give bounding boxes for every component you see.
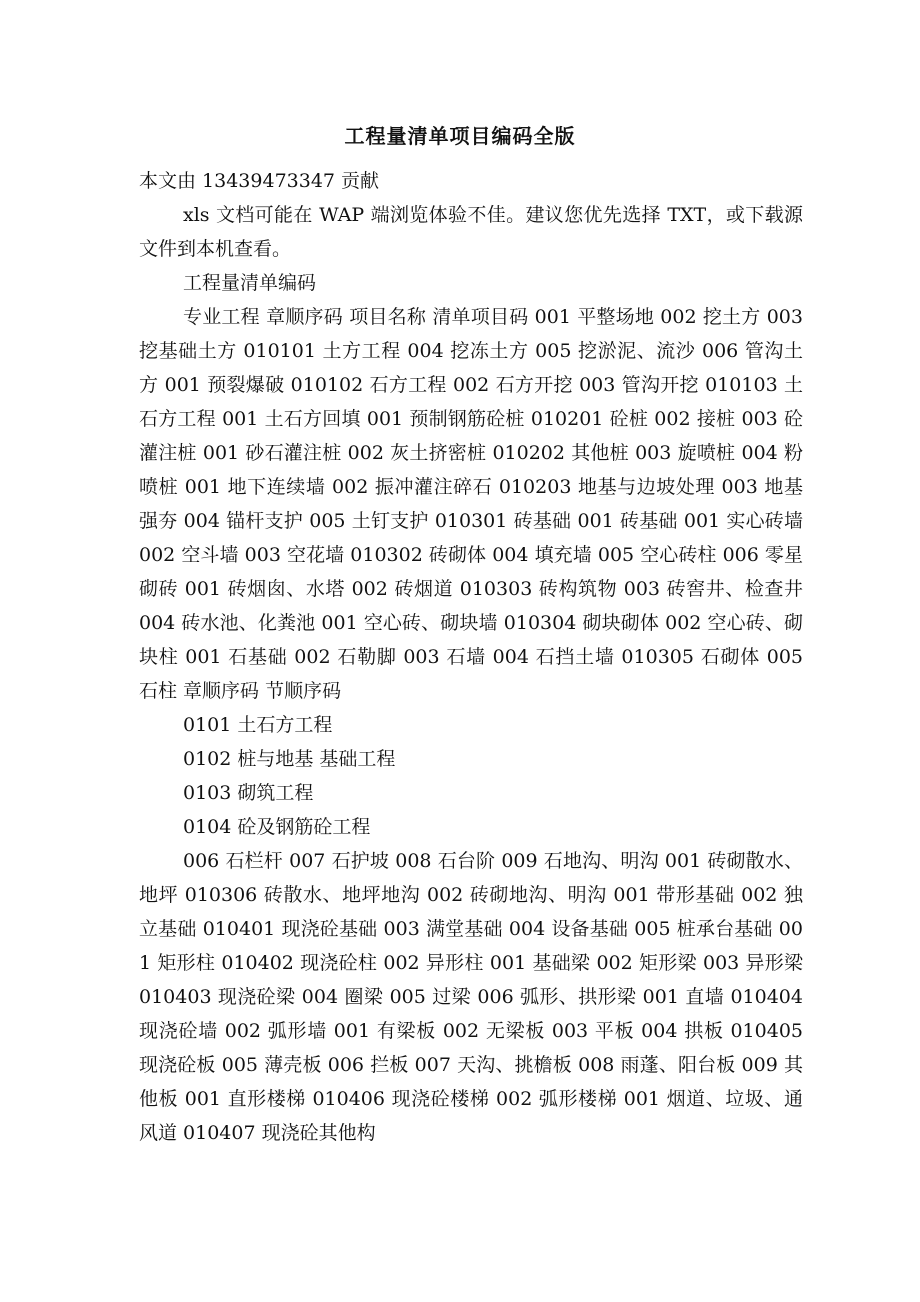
document-body [139, 164, 803, 1150]
document-title: 工程量清单项目编码全版 [344, 124, 576, 148]
contributor-line: 本文由 13439473347 贡献 [139, 170, 380, 192]
section-heading: 工程量清单编码 [183, 272, 317, 294]
format-notice: xls 文档可能在 WAP 端浏览体验不佳。建议您优先选择 TXT，或下载源文件到本机查看。 [139, 204, 803, 260]
chapter-item: 0102 桩与地基 基础工程 [183, 748, 396, 770]
code-list-paragraph: 专业工程 章顺序码 项目名称 清单项目码 001 平整场地 002 挖土方 003 挖基础土方 010101 土方工程 004 挖冻土方 005 挖淤泥、流沙 006 管沟土方 001 预裂爆破 010102 石方工程 002 石方开挖 003 管沟开挖 010103 土石方工程 001 土石方回填 001 预制钢筋砼桩 010201 砼桩 002 接桩 003 砼灌注桩 001 砂石灌注桩 002 灰土挤密桩 010202 其他桩 003 旋喷桩 004 粉喷桩 001 地下连续墙 002 振冲灌注碎石 010203 地基与边坡处理 003 地基强夯 004 锚杆支护 005 土钉支护 010301 砖基础 001 砖基础 001 实心砖墙 002 空斗墙 003 空花墙 010302 砖砌体 004 填充墙 005 空心砖柱 006 零星砌砖 001 砖烟囱、水塔 002 砖烟道 010303 砖构筑物 003 砖窖井、检查井 004 砖水池、化粪池 001 空心砖、砌块墙 010304 砌块砌体 002 空心砖、砌块柱 001 石基础 002 石勒脚 003 石墙 004 石挡土墙 010305 石砌体 005 石柱 章顺序码 节顺序码 [139, 306, 803, 702]
code-list-paragraph: 006 石栏杆 007 石护坡 008 石台阶 009 石地沟、明沟 001 砖砌散水、地坪 010306 砖散水、地坪地沟 002 砖砌地沟、明沟 001 带形基础 002 独立基础 010401 现浇砼基础 003 满堂基础 004 设备基础 005 桩承台基础 001 矩形柱 010402 现浇砼柱 002 异形柱 001 基础梁 002 矩形梁 003 异形梁 010403 现浇砼梁 004 圈梁 005 过梁 006 弧形、拱形梁 001 直墙 010404 现浇砼墙 002 弧形墙 001 有梁板 002 无梁板 003 平板 004 拱板 010405 现浇砼板 005 薄壳板 006 拦板 007 天沟、挑檐板 008 雨蓬、阳台板 009 其他板 001 直形楼梯 010406 现浇砼楼梯 002 弧形楼梯 001 烟道、垃圾、通风道 010407 现浇砼其他构 [139, 850, 803, 1144]
chapter-item: 0103 砌筑工程 [183, 782, 314, 804]
chapter-item: 0104 砼及钢筋砼工程 [183, 816, 371, 838]
chapter-item: 0101 土石方工程 [183, 714, 333, 736]
